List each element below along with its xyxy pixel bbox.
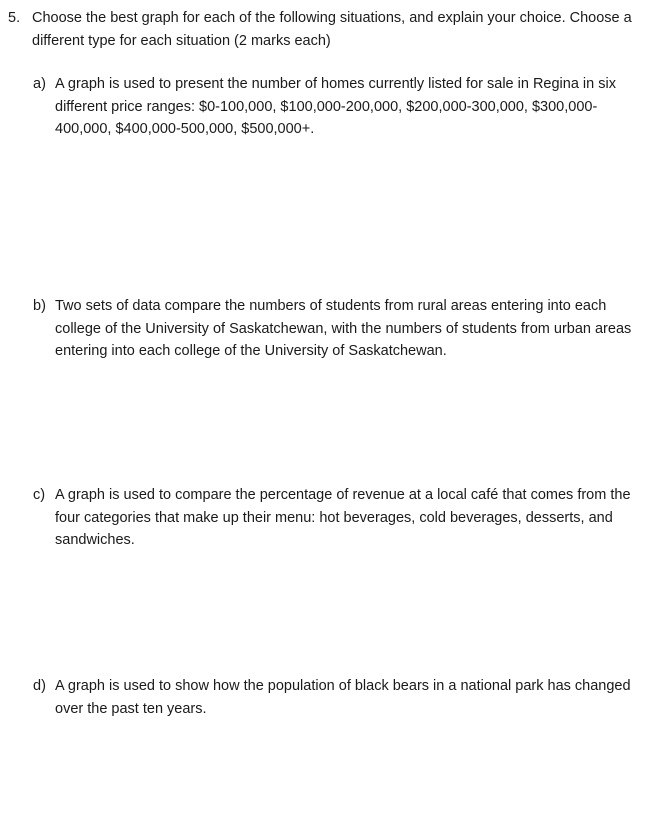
question-prompt: Choose the best graph for each of the following situations, and explain your choice. Choose a different type for each situation (2 marks each) (32, 10, 632, 49)
part-b-letter: b) (33, 298, 46, 314)
part-c-letter: c) (33, 487, 46, 503)
question-number: 5. (8, 10, 21, 26)
part-d-letter: d) (33, 678, 46, 694)
part-b-text: Two sets of data compare the numbers of students from rural areas entering into each college of the University of Saskatchewan, with the numbers of students from urban areas entering into each college of the University of Saskatchewan. (55, 298, 632, 359)
part-a-letter: a) (33, 76, 46, 92)
part-a-text: A graph is used to present the number of homes currently listed for sale in Regina in six different price ranges: $0-100,000, $100,000-200,000, $200,000-300,000, $300,000-400,000, $400,000-500,000, $500,000+. (55, 76, 616, 137)
part-d-text: A graph is used to show how the population of black bears in a national park has changed over the past ten years. (55, 678, 631, 717)
part-c-text: A graph is used to compare the percentage of revenue at a local café that comes from the four categories that make up their menu: hot beverages, cold beverages, desserts, and sandwiches. (55, 487, 631, 548)
